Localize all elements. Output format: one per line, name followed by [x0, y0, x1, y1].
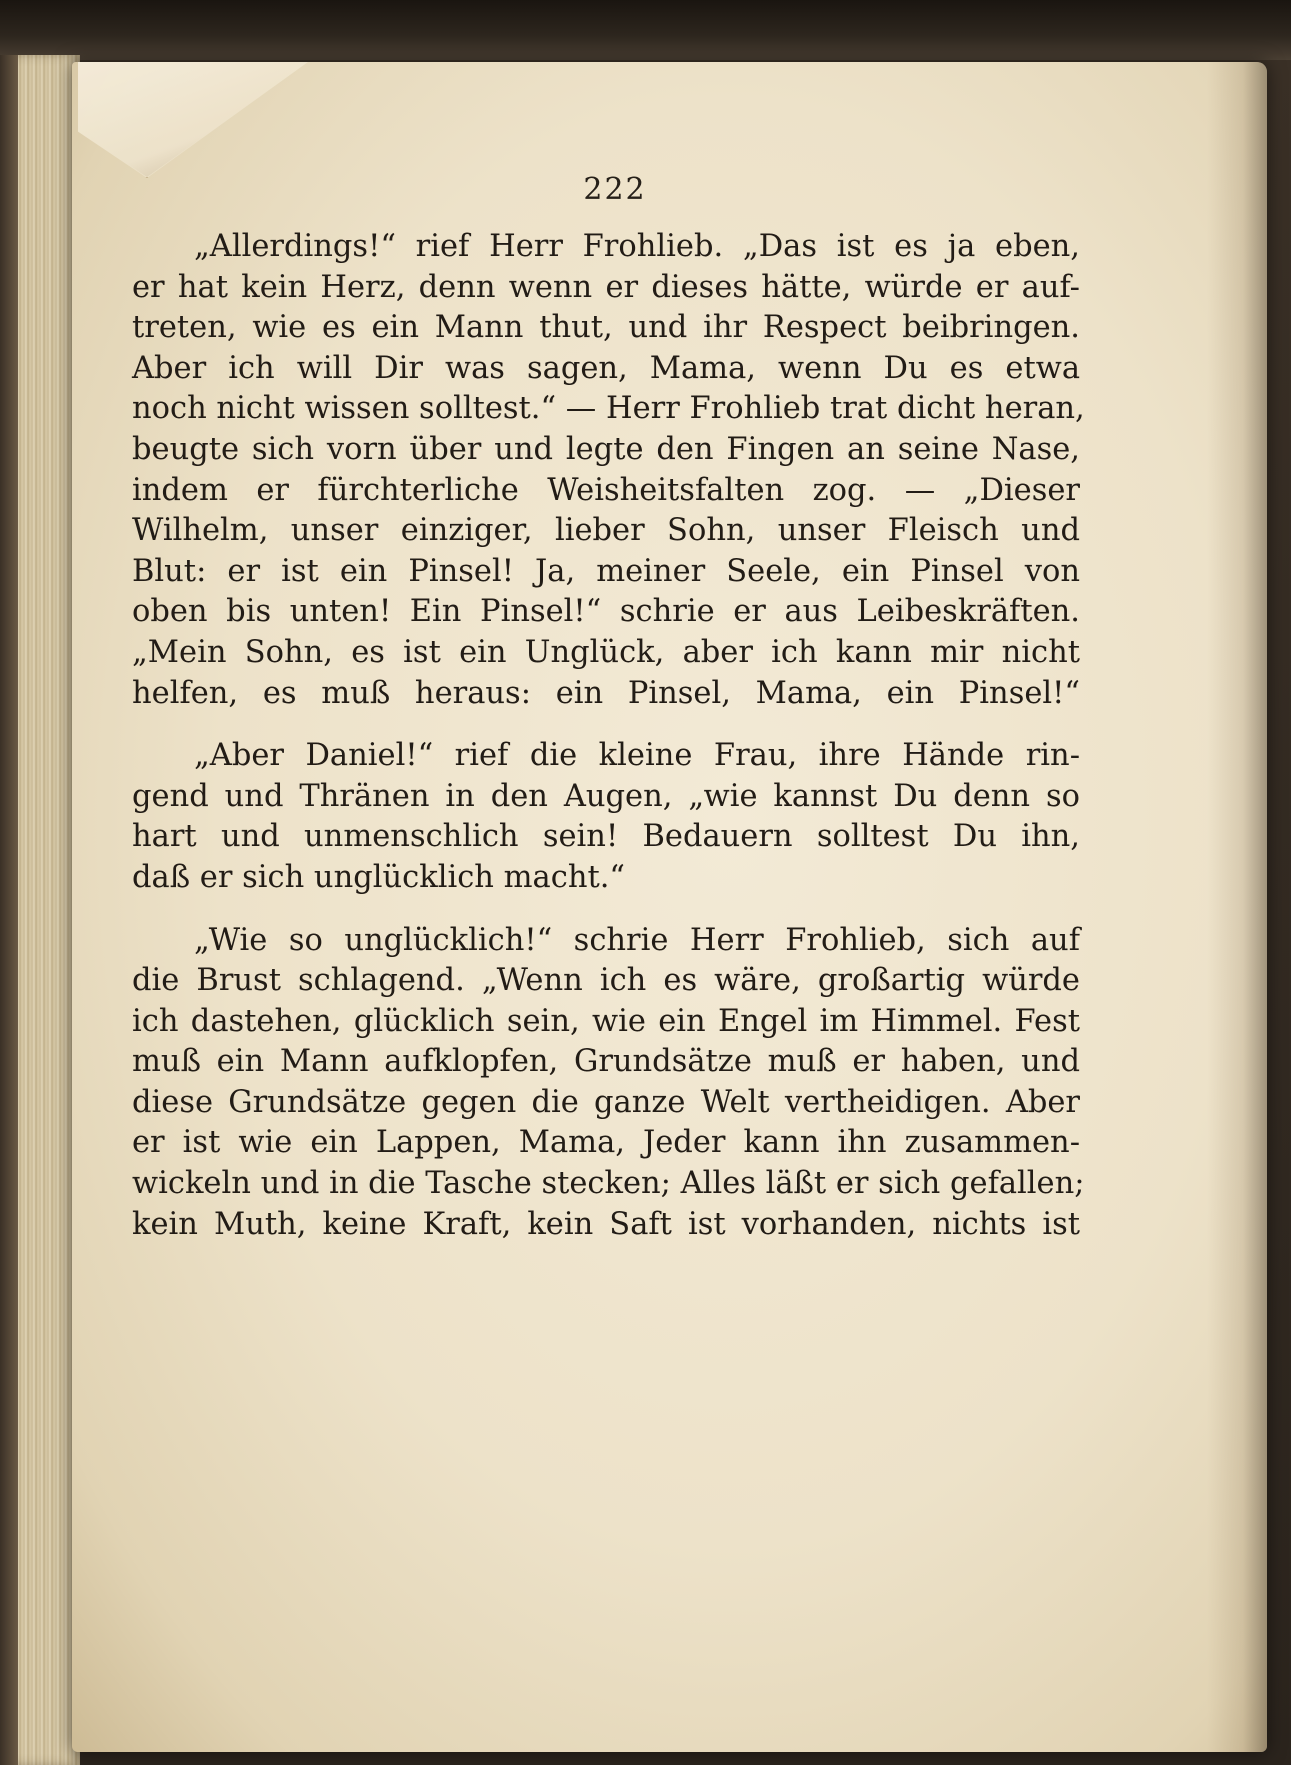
text-line: treten, wie es ein Mann thut, und ihr Respect beibringen.: [132, 310, 1080, 346]
page-number: 222: [583, 172, 647, 207]
body-text: [132, 227, 1085, 1245]
text-line: er hat kein Herz, denn wenn er dieses hätte, würde er auf-: [132, 269, 1080, 305]
text-line: beugte sich vorn über und legte den Fingen an seine Nase,: [132, 431, 1080, 467]
text-line: gend und Thränen in den Augen, „wie kannst Du denn so: [132, 778, 1080, 814]
text-line: diese Grundsätze gegen die ganze Welt vertheidigen. Aber: [132, 1084, 1080, 1120]
text-line: Blut: er ist ein Pinsel! Ja, meiner Seele, ein Pinsel von: [132, 553, 1080, 589]
text-line: „Allerdings!“ rief Herr Frohlieb. „Das ist es ja eben,: [194, 229, 1080, 264]
text-line: er ist wie ein Lappen, Mama, Jeder kann ihn zusammen-: [132, 1125, 1080, 1161]
text-line: Aber ich will Dir was sagen, Mama, wenn Du es etwa: [132, 350, 1080, 386]
text-line: noch nicht wissen solltest.“ — Herr Frohlieb trat dicht heran,: [132, 391, 1085, 427]
paragraph-gap: [132, 714, 1080, 736]
folded-corner-shadow: [78, 62, 308, 177]
text-line: die Brust schlagend. „Wenn ich es wäre, großartig würde: [132, 963, 1080, 999]
page-stack-edge: [0, 55, 80, 1765]
text-line: helfen, es muß heraus: ein Pinsel, Mama, ein Pinsel!“: [132, 675, 1080, 711]
text-line: hart und unmenschlich sein! Bedauern solltest Du ihn,: [132, 819, 1080, 855]
text-line: „Mein Sohn, es ist ein Unglück, aber ich kann mir nicht: [132, 634, 1080, 670]
text-line: daß er sich unglücklich macht.“: [132, 859, 626, 895]
text-line: indem er fürchterliche Weisheitsfalten zog. — „Dieser: [132, 472, 1080, 508]
paragraph-gap: [132, 899, 1080, 921]
book-top-edge: [0, 0, 1291, 60]
text-line: Wilhelm, unser einziger, lieber Sohn, unser Fleisch und: [132, 513, 1080, 549]
text-line: „Aber Daniel!“ rief die kleine Frau, ihre Hände rin-: [194, 738, 1080, 774]
text-line: kein Muth, keine Kraft, kein Saft ist vorhanden, nichts ist: [132, 1206, 1080, 1242]
text-line: wickeln und in die Tasche stecken; Alles läßt er sich gefallen;: [132, 1166, 1085, 1202]
text-line: „Wie so unglücklich!“ schrie Herr Frohlieb, sich auf: [194, 922, 1080, 958]
text-line: muß ein Mann aufklopfen, Grundsätze muß er haben, und: [132, 1044, 1080, 1080]
text-line: ich dastehen, glücklich sein, wie ein Engel im Himmel. Fest: [132, 1003, 1080, 1039]
text-line: oben bis unten! Ein Pinsel!“ schrie er aus Leibeskräften.: [132, 594, 1080, 630]
